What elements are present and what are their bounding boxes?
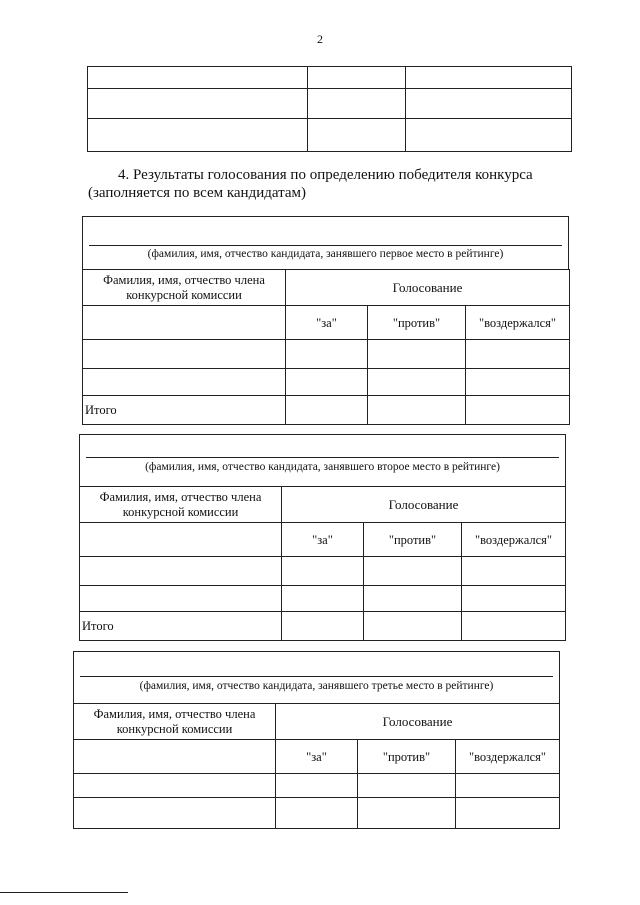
table-cell (88, 119, 308, 152)
table-cell (358, 798, 456, 829)
voting-header: Голосование (276, 704, 560, 740)
table-cell (406, 119, 572, 152)
vote-for-header: "за" (282, 523, 364, 557)
table-cell (466, 369, 570, 396)
table-cell (80, 586, 282, 612)
table-cell (74, 740, 276, 774)
vote-table-third (73, 703, 560, 829)
table-cell (282, 557, 364, 586)
table-cell (74, 798, 276, 829)
table-cell (462, 612, 566, 641)
table-cell (88, 89, 308, 119)
vote-abstain-header: "воздержался" (456, 740, 560, 774)
candidate-name-line (89, 245, 562, 246)
table-cell (282, 612, 364, 641)
page-number: 2 (317, 32, 323, 46)
candidate-name-line (86, 457, 559, 458)
table-cell (406, 89, 572, 119)
candidate-caption: (фамилия, имя, отчество кандидата, занявшего третье место в рейтинге) (139, 680, 494, 692)
table-cell (368, 396, 466, 425)
vote-for-header: "за" (276, 740, 358, 774)
table-cell (276, 774, 358, 798)
vote-for-header: "за" (286, 306, 368, 340)
table-cell (80, 557, 282, 586)
table-cell (364, 586, 462, 612)
candidate-name-line (80, 676, 553, 677)
table-cell (364, 557, 462, 586)
section-title: 4. Результаты голосования по определению победителя конкурса (118, 167, 533, 183)
vote-abstain-header: "воздержался" (462, 523, 566, 557)
vote-table-second (79, 486, 566, 641)
vote-against-header: "против" (358, 740, 456, 774)
table-cell (286, 369, 368, 396)
table-cell (462, 586, 566, 612)
table-cell (364, 612, 462, 641)
table-cell (466, 340, 570, 369)
table-cell (456, 798, 560, 829)
candidate-block-first (82, 216, 569, 270)
table-cell (83, 369, 286, 396)
member-header: Фамилия, имя, отчество члена конкурсной комиссии (83, 270, 286, 306)
vote-against-header: "против" (364, 523, 462, 557)
total-row-label: Итого (83, 396, 286, 425)
table-cell (276, 798, 358, 829)
table-cell (308, 67, 406, 89)
vote-against-header: "против" (368, 306, 466, 340)
table-cell (456, 774, 560, 798)
candidate-caption: (фамилия, имя, отчество кандидата, занявшего второе место в рейтинге) (145, 461, 500, 473)
continuation-table (87, 66, 572, 152)
table-cell (368, 369, 466, 396)
member-header: Фамилия, имя, отчество члена конкурсной комиссии (80, 487, 282, 523)
table-cell (282, 586, 364, 612)
vote-table-first (82, 269, 570, 425)
table-cell (286, 396, 368, 425)
table-cell (80, 523, 282, 557)
table-cell (358, 774, 456, 798)
table-cell (406, 67, 572, 89)
table-cell (368, 340, 466, 369)
section-heading (88, 166, 568, 202)
table-cell (83, 306, 286, 340)
table-cell (83, 340, 286, 369)
table-cell (286, 340, 368, 369)
member-header: Фамилия, имя, отчество члена конкурсной комиссии (74, 704, 276, 740)
table-cell (462, 557, 566, 586)
table-cell (466, 396, 570, 425)
table-cell (74, 774, 276, 798)
candidate-block-third (73, 651, 560, 704)
total-row-label: Итого (80, 612, 282, 641)
table-cell (88, 67, 308, 89)
voting-header: Голосование (282, 487, 566, 523)
section-subtitle: (заполняется по всем кандидатам) (88, 185, 307, 201)
voting-header: Голосование (286, 270, 570, 306)
candidate-block-second (79, 434, 566, 487)
table-cell (308, 119, 406, 152)
vote-abstain-header: "воздержался" (466, 306, 570, 340)
candidate-caption: (фамилия, имя, отчество кандидата, занявшего первое место в рейтинге) (147, 248, 504, 260)
table-cell (308, 89, 406, 119)
footnote-separator (0, 892, 128, 893)
